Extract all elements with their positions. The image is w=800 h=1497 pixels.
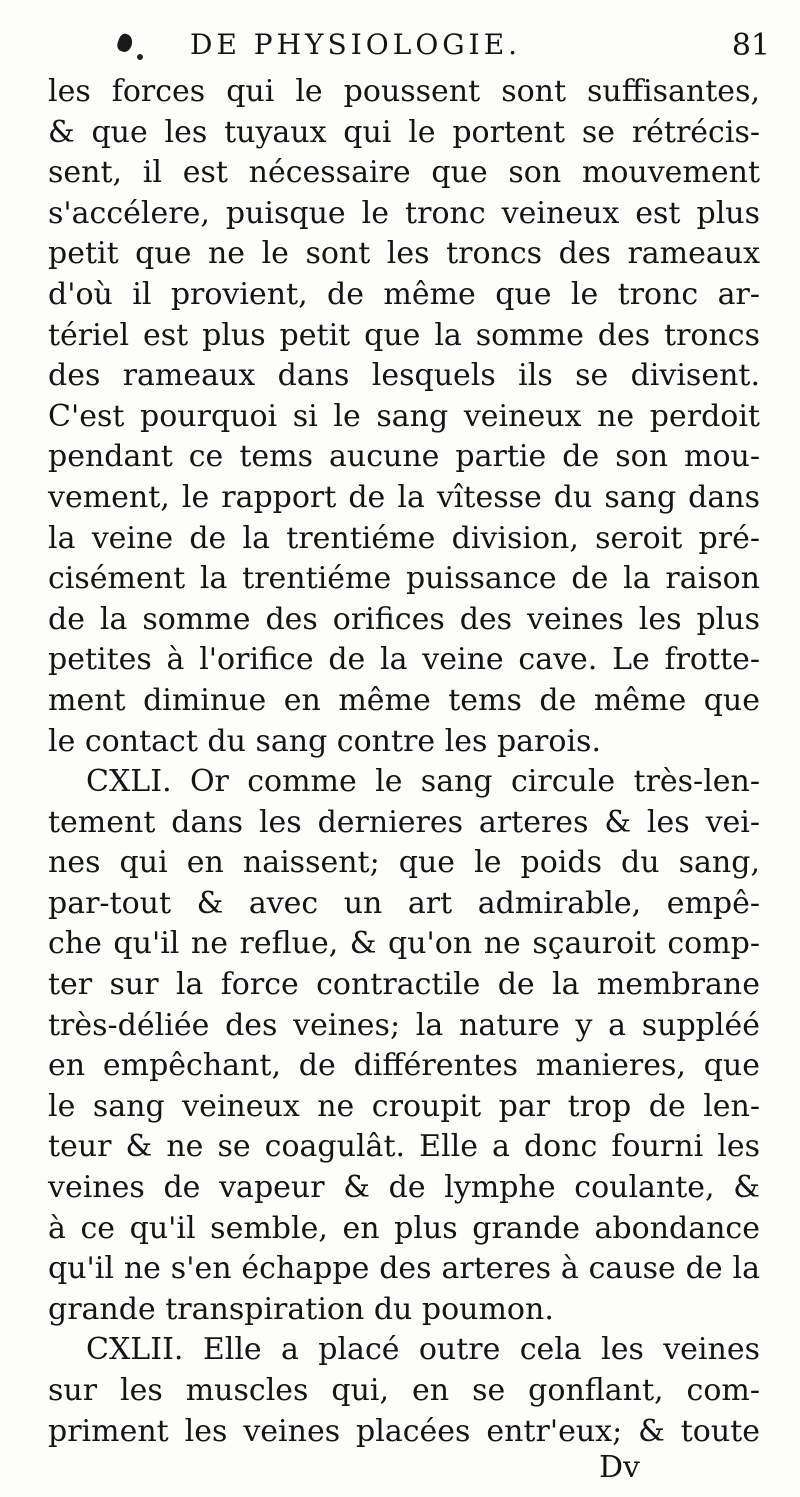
text-line: s'accélere, puisque le tronc veineux est plus [48,195,760,231]
text-line: C'est pourquoi si le sang veineux ne perdoit [48,398,760,434]
text-line: vement, le rapport de la vîtesse du sang dans [48,479,760,515]
text-line: tériel est plus petit que la somme des troncs [48,317,760,353]
text-line: pendant ce tems aucune partie de son mou- [48,439,760,475]
text-line: ment diminue en même tems de même que [48,682,760,718]
text-line: grande transpiration du poumon. [48,1291,554,1327]
section-start-line: CXLII. Elle a placé outre cela les veines [86,1332,760,1368]
text-line: priment les veines placées entr'eux; & toute [48,1413,760,1449]
running-title: DE PHYSIOLOGIE. [190,28,522,61]
text-line: par-tout & avec un art admirable, empê- [48,885,760,921]
text-line: & que les tuyaux qui le portent se rétrécis- [48,114,760,150]
text-line: le sang veineux ne croupit par trop de len- [48,1088,760,1124]
text-line: d'où il provient, de même que le tronc ar- [48,276,760,312]
text-line: très-déliée des veines; la nature y a suppléé [48,1007,760,1043]
text-line: nes qui en naissent; que le poids du sang, [48,845,760,881]
page-number: 81 [731,28,770,63]
text-line: teur & ne se coagulât. Elle a donc fourni les [48,1129,760,1165]
text-line: des rameaux dans lesquels ils se divisent. [48,358,760,394]
section-start-line: CXLI. Or comme le sang circule très-len- [86,764,760,800]
text-line: qu'il ne s'en échappe des arteres à cause de la [48,1251,760,1287]
text-line: à ce qu'il semble, en plus grande abondance [48,1210,760,1246]
ink-dot [137,54,143,60]
text-line: tement dans les dernieres arteres & les vei- [48,804,760,840]
text-line: de la somme des orifices des veines les plus [48,601,760,637]
text-line: la veine de la trentiéme division, seroit pré- [48,520,760,556]
page-header [0,28,800,72]
text-line: sent, il est nécessaire que son mouvement [48,155,760,191]
signature-mark: Dv [598,1450,640,1485]
body-text [48,72,760,1452]
ink-blot [115,32,134,54]
text-line: ter sur la force contractile de la membrane [48,967,760,1003]
text-line: cisément la trentiéme puissance de la raison [48,561,760,597]
text-line: veines de vapeur & de lymphe coulante, & [48,1170,760,1206]
text-line: les forces qui le poussent sont suffisantes, [48,74,760,109]
text-line: che qu'il ne reflue, & qu'on ne sçauroit comp- [48,926,760,962]
text-line: le contact du sang contre les parois. [48,723,601,759]
text-line: sur les muscles qui, en se gonflant, com- [48,1373,760,1408]
text-line: petit que ne le sont les troncs des rameaux [48,236,760,272]
text-line: petites à l'orifice de la veine cave. Le frotte- [48,642,760,678]
text-line: en empêchant, de différentes manieres, que [48,1048,760,1084]
